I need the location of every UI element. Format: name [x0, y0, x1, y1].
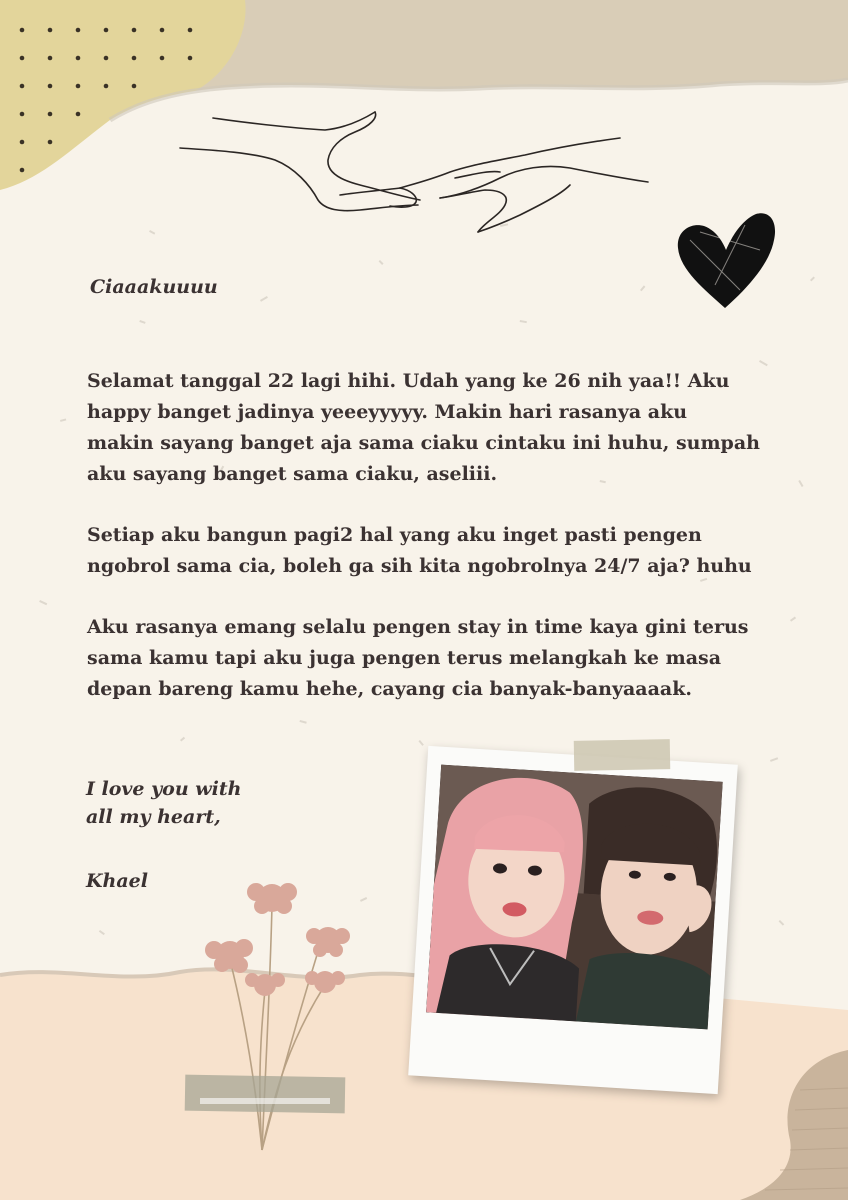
photo-tape [574, 739, 671, 771]
letter-paragraph-2: Setiap aku bangun pagi2 hal yang aku inget pasti pengen ngobrol sama cia, boleh ga sih kita ngobrolnya 24/7 aja? huhu [87, 524, 752, 577]
letter-signature: Khael [86, 870, 148, 892]
couple-photo [426, 765, 723, 1030]
letter-closing: I love you with all my heart, [86, 778, 242, 828]
letter-greeting: Ciaaakuuuu [90, 276, 218, 298]
washi-tape [185, 1075, 346, 1114]
letter-paragraph-1: Selamat tanggal 22 lagi hihi. Udah yang ke 26 nih yaa!! Aku happy banget jadinya yeeeyyyyy. Makin hari rasanya aku makin sayang banget aja sama ciaku cintaku ini huhu, sumpah aku sayang banget sama ciaku, aseliii. [87, 370, 760, 485]
letter-paragraph-3: Aku rasanya emang selalu pengen stay in time kaya gini terus sama kamu tapi aku juga pengen terus melangkah ke masa depan bareng kamu hehe, cayang cia banyak-banyaaaak. [87, 616, 749, 700]
polaroid-photo-frame [408, 746, 738, 1094]
